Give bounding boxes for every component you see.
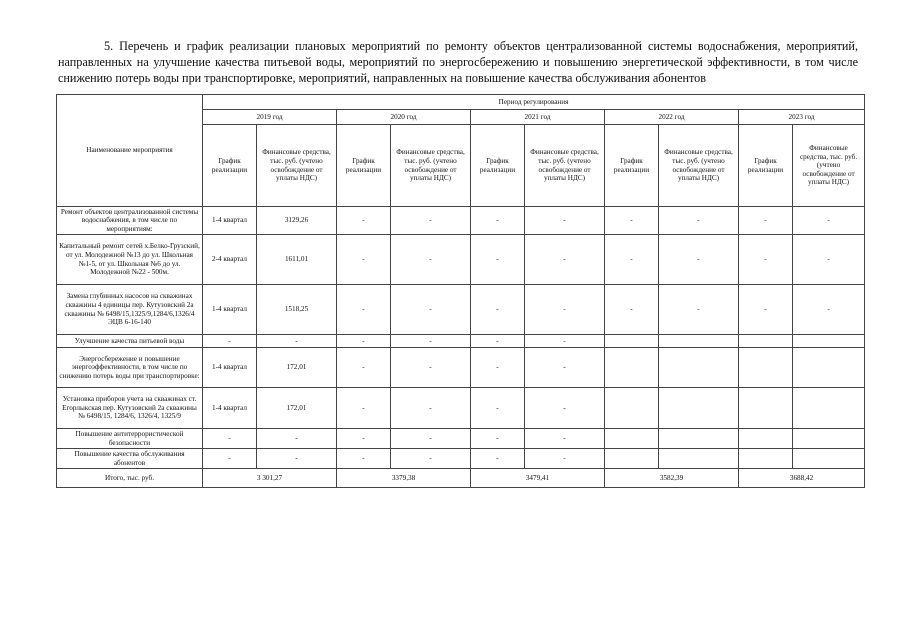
schedule-header: График реализации [337,125,391,207]
table-row [57,235,865,285]
cell [659,449,739,469]
cell [739,335,793,348]
schedule-header: График реализации [471,125,525,207]
cell: 172,01 [257,388,337,429]
cell: - [337,449,391,469]
plan-table [56,94,865,488]
cell: - [337,348,391,388]
year-header: 2023 год [739,110,865,125]
row-name: Улучшение качества питьевой воды [57,335,203,348]
cell: - [793,235,865,285]
total-label: Итого, тыс. руб. [57,469,203,488]
cell: - [739,207,793,235]
cell: - [471,348,525,388]
cell: - [525,285,605,335]
cell: - [525,348,605,388]
total-value: 3 301,27 [203,469,337,488]
period-header: Период регулирования [203,95,865,110]
cell: - [391,449,471,469]
cell: - [391,207,471,235]
cell: - [391,429,471,449]
schedule-header: График реализации [739,125,793,207]
cell [605,449,659,469]
schedule-header: График реализации [605,125,659,207]
funds-header: Финансовые средства, тыс. руб. (учтено освобождение от уплаты НДС) [525,125,605,207]
cell: - [471,388,525,429]
total-row [57,469,865,488]
cell: - [605,285,659,335]
cell: - [471,429,525,449]
cell [659,429,739,449]
row-name: Капитальный ремонт сетей х.Белко-Грузский, от ул. Молодежной №13 до ул. Школьная №1-5, от ул. Школьная №6 до ул. Молодежной №22 - 500м. [57,235,203,285]
cell: - [203,335,257,348]
cell: 1-4 квартал [203,285,257,335]
cell: - [337,207,391,235]
section-heading: 5. Перечень и график реализации плановых мероприятий по ремонту объектов централизованной системы водоснабжения, мероприятий, направленных на улучшение качества питьевой воды, мероприятий по энергосбережению и повышению энергетической эффективности, в том числе снижению потерь воды при транспортировке, мероприятий, направленных на повышение качества обслуживания абонентов [58,39,858,85]
cell [605,348,659,388]
total-value: 3379,38 [337,469,471,488]
year-header: 2019 год [203,110,337,125]
cell: 1518,25 [257,285,337,335]
cell: - [257,429,337,449]
cell: - [337,285,391,335]
cell: - [659,235,739,285]
cell: - [337,235,391,285]
cell: - [391,335,471,348]
cell: - [793,207,865,235]
cell: - [793,285,865,335]
cell: - [471,449,525,469]
table-row [57,449,865,469]
cell: - [659,285,739,335]
cell [739,429,793,449]
total-value: 3688,42 [739,469,865,488]
funds-header: Финансовые средства, тыс. руб. (учтено освобождение от уплаты НДС) [391,125,471,207]
cell: - [203,429,257,449]
cell [793,388,865,429]
row-name: Повышение антитеррористической безопасности [57,429,203,449]
row-name: Повышение качества обслуживания абонентов [57,449,203,469]
cell [793,449,865,469]
cell [659,388,739,429]
cell: - [257,449,337,469]
table-row [57,335,865,348]
cell: - [739,235,793,285]
year-header: 2022 год [605,110,739,125]
funds-header: Финансовые средства, тыс. руб. (учтено освобождение от уплаты НДС) [659,125,739,207]
cell: - [471,235,525,285]
funds-header: Финансовые средства, тыс. руб. (учтено освобождение от уплаты НДС) [257,125,337,207]
cell: - [471,285,525,335]
cell [739,388,793,429]
cell [659,348,739,388]
cell: - [659,207,739,235]
cell: 1-4 квартал [203,207,257,235]
cell: 1611,01 [257,235,337,285]
cell: - [739,285,793,335]
cell [605,429,659,449]
cell [605,388,659,429]
cell: - [391,235,471,285]
table-row [57,285,865,335]
cell: - [525,388,605,429]
table-row [57,207,865,235]
cell: - [605,207,659,235]
cell [605,335,659,348]
cell: - [525,207,605,235]
cell: - [471,335,525,348]
cell: - [391,388,471,429]
total-value: 3479,41 [471,469,605,488]
year-header: 2021 год [471,110,605,125]
funds-header: Финансовые средства, тыс. руб. (учтено освобождение от уплаты НДС) [793,125,865,207]
row-name: Установка приборов учета на скважинах ст. Егорлыкская пер. Кутузовский 2а скважины № 6498/15, 1284/6, 1326/4, 1325/9 [57,388,203,429]
cell [739,449,793,469]
cell: - [525,235,605,285]
cell: 2-4 квартал [203,235,257,285]
cell: - [525,449,605,469]
cell [793,348,865,388]
name-column-header: Наименование мероприятия [57,95,203,207]
cell: 3129,26 [257,207,337,235]
cell: 1-4 квартал [203,348,257,388]
cell: - [337,335,391,348]
table-row [57,348,865,388]
row-name: Энергосбережение и повышение энергоэффективности, в том числе по снижению потерь воды при транспортировке: [57,348,203,388]
row-name: Ремонт объектов централизованной системы водоснабжения, в том числе по мероприятиям: [57,207,203,235]
year-header: 2020 год [337,110,471,125]
cell: - [525,335,605,348]
table-row [57,388,865,429]
cell [793,335,865,348]
cell: - [337,429,391,449]
table-row [57,429,865,449]
cell: - [203,449,257,469]
cell: - [391,348,471,388]
row-name: Замена глубинных насосов на скважинах скважины 4 единицы пер. Кутузовский 2а скважины № 6498/15,1325/9,1284/6,1326/4 ЭЦВ 6-16-140 [57,285,203,335]
cell: 172,01 [257,348,337,388]
cell [739,348,793,388]
cell: - [391,285,471,335]
cell [659,335,739,348]
cell [793,429,865,449]
total-value: 3582,39 [605,469,739,488]
cell: - [337,388,391,429]
cell: - [525,429,605,449]
cell: 1-4 квартал [203,388,257,429]
cell: - [605,235,659,285]
cell: - [257,335,337,348]
cell: - [471,207,525,235]
schedule-header: График реализации [203,125,257,207]
